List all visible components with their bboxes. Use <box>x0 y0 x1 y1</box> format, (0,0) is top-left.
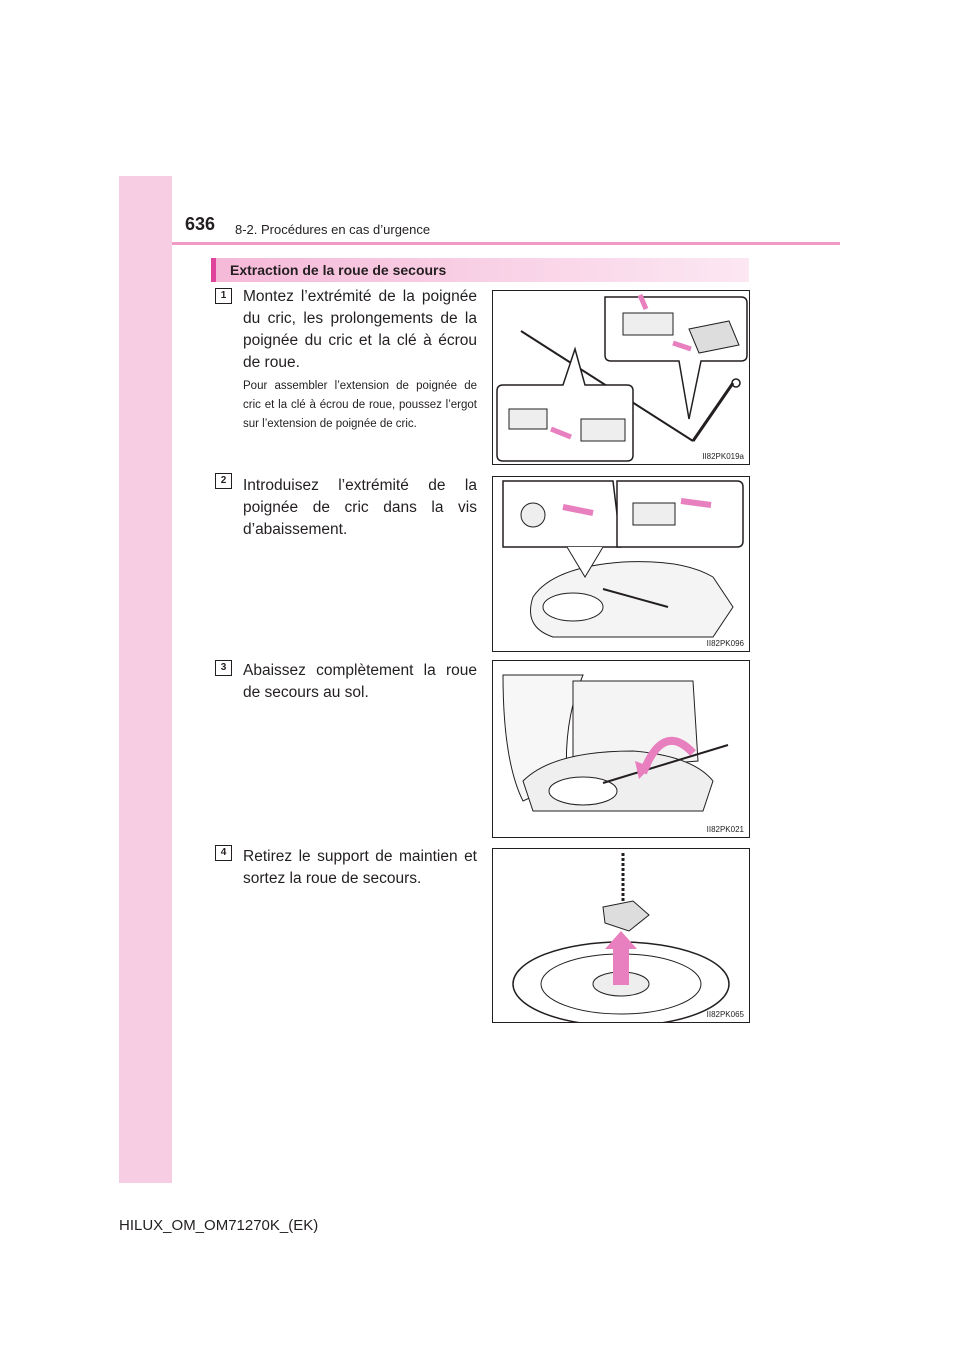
figure-step-1 <box>492 290 750 465</box>
heading-text: Extraction de la roue de secours <box>230 262 447 278</box>
figure-code: II82PK019a <box>702 452 744 461</box>
jack-handle-assembly-illustration <box>493 291 750 465</box>
remove-spare-tire-illustration <box>493 849 750 1023</box>
step-4-badge: 4 <box>215 845 232 861</box>
lowering-screw-illustration <box>493 477 750 652</box>
step-2-badge: 2 <box>215 473 232 489</box>
step-3-text: Abaissez complètement la roue de secours au sol. <box>243 662 477 701</box>
figure-code: II82PK021 <box>706 825 744 834</box>
step-4-text: Retirez le support de maintien et sortez la roue de secours. <box>243 848 477 887</box>
step-2-text: Introduisez l’extrémité de la poignée de cric dans la vis d’abaissement. <box>243 477 477 538</box>
lowering-spare-tire-illustration <box>493 661 750 838</box>
step-1-badge: 1 <box>215 288 232 304</box>
side-tab <box>119 176 172 1183</box>
header-rule <box>172 242 840 245</box>
section-title: 8-2. Procédures en cas d’urgence <box>235 222 431 237</box>
step-1-note: Pour assembler l’extension de poignée de cric et la clé à écrou de roue, poussez l’ergot sur l’extension de poignée de cric. <box>243 380 477 430</box>
step-1-text: Montez l’extrémité de la poignée du cric, les prolongements de la poignée du cric et la clé à écrou de roue. <box>243 288 477 371</box>
figure-code: II82PK065 <box>706 1010 744 1019</box>
step-3-badge: 3 <box>215 660 232 676</box>
figure-step-3 <box>492 660 750 838</box>
figure-step-4 <box>492 848 750 1023</box>
figure-step-2 <box>492 476 750 652</box>
document-code: HILUX_OM_OM71270K_(EK) <box>119 1217 319 1234</box>
page-number: 636 <box>185 214 216 234</box>
figure-code: II82PK096 <box>706 639 744 648</box>
section-heading <box>211 258 749 282</box>
